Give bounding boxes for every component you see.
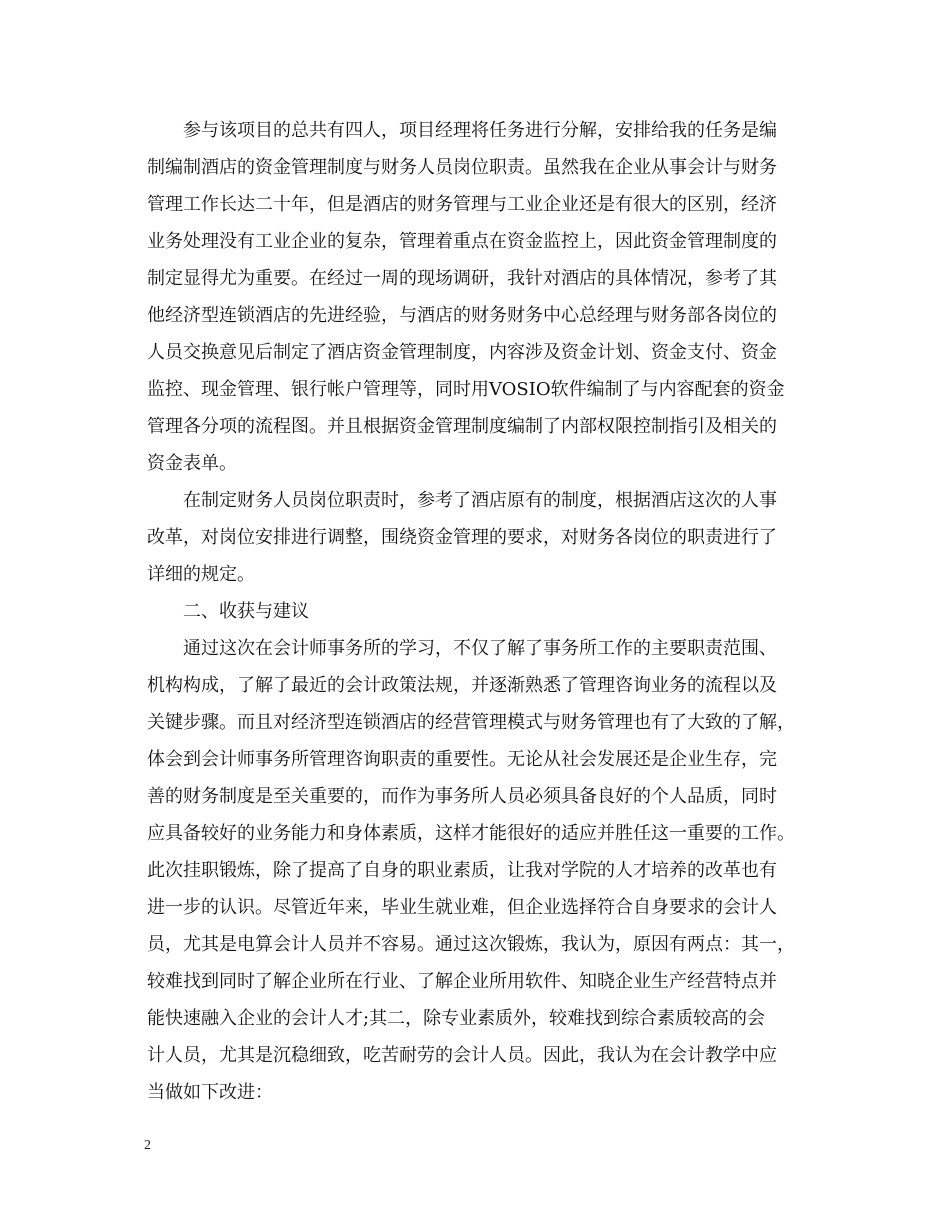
text-line: 应具备较好的业务能力和身体素质，这样才能很好的适应并胜任这一重要的工作。 — [147, 823, 795, 844]
text-line: 善的财务制度是至关重要的，而作为事务所人员必须具备良好的个人品质，同时 — [147, 786, 777, 807]
text-line: 当做如下改进： — [147, 1082, 273, 1103]
text-line: 计人员，尤其是沉稳细致，吃苦耐劳的会计人员。因此，我认为在会计教学中应 — [147, 1045, 777, 1066]
section-heading: 二、收获与建议 — [183, 601, 309, 622]
text-line: 制定显得尤为重要。在经过一周的现场调研，我针对酒店的具体情况，参考了其 — [147, 268, 777, 289]
text-line: 参与该项目的总共有四人，项目经理将任务进行分解，安排给我的任务是编 — [183, 120, 777, 141]
text-line: 监控、现金管理、银行帐户管理等，同时用VOSIO软件编制了与内容配套的资金 — [147, 379, 785, 400]
text-line: 在制定财务人员岗位职责时，参考了酒店原有的制度，根据酒店这次的人事 — [183, 490, 777, 511]
text-line: 详细的规定。 — [147, 564, 255, 585]
text-line: 此次挂职锻炼，除了提高了自身的职业素质，让我对学院的人才培养的改革也有 — [147, 860, 777, 881]
page-number: 2 — [144, 1138, 151, 1153]
text-line: 他经济型连锁酒店的先进经验，与酒店的财务财务中心总经理与财务部各岗位的 — [147, 305, 777, 326]
text-line: 管理工作长达二十年，但是酒店的财务管理与工业企业还是有很大的区别，经济 — [147, 194, 777, 215]
text-line: 通过这次在会计师事务所的学习，不仅了解了事务所工作的主要职责范围、 — [183, 638, 777, 659]
text-line: 制编制酒店的资金管理制度与财务人员岗位职责。虽然我在企业从事会计与财务 — [147, 157, 777, 178]
text-line: 改革，对岗位安排进行调整，围绕资金管理的要求，对财务各岗位的职责进行了 — [147, 527, 777, 548]
text-line: 体会到会计师事务所管理咨询职责的重要性。无论从社会发展还是企业生存，完 — [147, 749, 777, 770]
text-line: 人员交换意见后制定了酒店资金管理制度，内容涉及资金计划、资金支付、资金 — [147, 342, 777, 363]
text-line: 关键步骤。而且对经济型连锁酒店的经营管理模式与财务管理也有了大致的了解， — [147, 712, 795, 733]
text-line: 能快速融入企业的会计人才;其二，除专业素质外，较难找到综合素质较高的会 — [147, 1008, 766, 1029]
text-line: 机构构成，了解了最近的会计政策法规，并逐渐熟悉了管理咨询业务的流程以及 — [147, 675, 777, 696]
text-line: 资金表单。 — [147, 453, 237, 474]
text-line: 较难找到同时了解企业所在行业、了解企业所用软件、知晓企业生产经营特点并 — [147, 971, 777, 992]
text-line: 员，尤其是电算会计人员并不容易。通过这次锻炼，我认为，原因有两点：其一， — [147, 934, 795, 955]
text-line: 进一步的认识。尽管近年来，毕业生就业难，但企业选择符合自身要求的会计人 — [147, 897, 777, 918]
text-line: 管理各分项的流程图。并且根据资金管理制度编制了内部权限控制指引及相关的 — [147, 416, 777, 437]
text-line: 业务处理没有工业企业的复杂，管理着重点在资金监控上，因此资金管理制度的 — [147, 231, 777, 252]
